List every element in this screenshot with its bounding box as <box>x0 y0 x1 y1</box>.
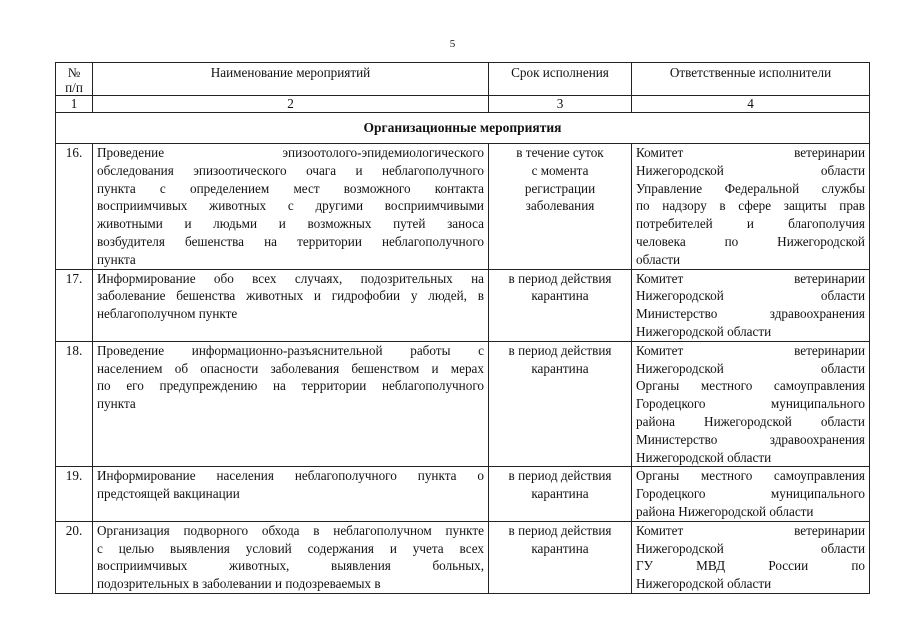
header-number-line2: п/п <box>65 80 83 95</box>
responsible-line: Органы местного самоуправления <box>636 378 865 394</box>
measure-name-line: животными и людьми и возможных путей заноса <box>97 216 484 232</box>
deadline-line: в период действия <box>508 270 612 286</box>
responsible-line: Комитет ветеринарии <box>636 145 865 160</box>
responsible-line: района Нижегородской области <box>636 503 814 519</box>
column-index-row <box>56 96 870 113</box>
measure-name-line: Организация подворного обхода в неблагополучном пункте <box>97 522 484 538</box>
measure-name-line: пункта с определением мест возможного контакта <box>97 180 484 196</box>
responsible-line: области <box>636 251 681 267</box>
responsible-line: Городецкого муниципального <box>636 396 865 412</box>
section-row <box>56 113 870 144</box>
deadline-line: с момента <box>531 162 589 178</box>
measure-name-line: пункта <box>97 396 136 412</box>
row-number: 17. <box>56 269 93 341</box>
measure-name-line: населением об опасности заболевания бешенством и мерах <box>97 360 484 376</box>
table-row <box>56 341 870 467</box>
measure-name-line: предстоящей вакцинации <box>97 486 240 502</box>
deadline-line: карантина <box>531 486 589 502</box>
responsible-line: человека по Нижегородской <box>636 233 865 249</box>
deadline-cell <box>489 521 632 593</box>
measure-name-cell <box>93 521 489 593</box>
table-row <box>56 144 870 270</box>
measure-name-line: подозрительных в заболевании и подозреваемых в <box>97 576 381 592</box>
responsible-line: Нижегородской области <box>636 288 865 304</box>
measure-name-line: по его предупреждению на территории неблагополучного <box>97 378 484 394</box>
responsible-line: Министерство здравоохранения <box>636 306 865 322</box>
responsible-line: Городецкого муниципального <box>636 486 865 502</box>
table-row <box>56 269 870 341</box>
measure-name-line: с целью выявления условий содержания и учета всех <box>97 540 484 556</box>
responsible-line: Нижегородской области <box>636 449 772 465</box>
column-index: 4 <box>632 96 870 113</box>
row-number: 16. <box>56 144 93 270</box>
measure-name-line: заболевание бешенства животных и гидрофобии у людей, в <box>97 288 484 304</box>
responsible-line: Нижегородской области <box>636 162 865 178</box>
measure-name-cell <box>93 144 489 270</box>
measure-name-line: Информирование обо всех случаях, подозрительных на <box>97 270 484 286</box>
deadline-line: регистрации <box>524 180 596 196</box>
responsible-line: Нижегородской области <box>636 576 772 592</box>
responsible-line: потребителей и благополучия <box>636 216 865 232</box>
deadline-line: карантина <box>531 360 589 376</box>
column-index: 1 <box>56 96 93 113</box>
responsible-line: Нижегородской области <box>636 540 865 556</box>
measure-name-line: восприимчивых животных с другими восприимчивыми <box>97 198 484 214</box>
deadline-line: в период действия <box>508 522 612 538</box>
deadline-line: карантина <box>531 288 589 304</box>
deadline-line: в период действия <box>508 342 612 358</box>
responsible-cell <box>632 269 870 341</box>
responsible-line: Комитет ветеринарии <box>636 522 865 538</box>
deadline-line: заболевания <box>525 198 595 214</box>
responsible-line: Комитет ветеринарии <box>636 270 865 286</box>
responsible-cell <box>632 341 870 467</box>
measure-name-line: Проведение информационно-разъяснительной работы с <box>97 342 484 358</box>
row-number: 20. <box>56 521 93 593</box>
row-number: 18. <box>56 341 93 467</box>
deadline-line: в течение суток <box>516 145 604 160</box>
measure-name-cell <box>93 467 489 521</box>
measures-table <box>55 62 870 594</box>
measure-name-line: пункта <box>97 251 136 267</box>
column-index: 3 <box>489 96 632 113</box>
measure-name-line: Информирование населения неблагополучного пункта о <box>97 468 484 484</box>
deadline-cell <box>489 467 632 521</box>
responsible-line: по надзору в сфере защиты прав <box>636 198 865 214</box>
table-row <box>56 467 870 521</box>
measure-name-line: возбудителя бешенства на территории неблагополучного <box>97 233 484 249</box>
header-number <box>56 63 93 96</box>
deadline-line: в период действия <box>508 468 612 484</box>
measure-name-line: обследования эпизоотического очага и неблагополучного <box>97 162 484 178</box>
header-deadline: Срок исполнения <box>489 63 632 96</box>
responsible-line: района Нижегородской области <box>636 413 865 429</box>
responsible-cell <box>632 521 870 593</box>
header-name: Наименование мероприятий <box>93 63 489 96</box>
responsible-line: Нижегородской области <box>636 360 865 376</box>
measure-name-line: восприимчивых животных, выявления больных, <box>97 558 484 574</box>
measure-name-cell <box>93 269 489 341</box>
header-number-line1: № <box>67 65 81 80</box>
deadline-line: карантина <box>531 540 589 556</box>
measure-name-cell <box>93 341 489 467</box>
page-number: 5 <box>449 38 456 50</box>
responsible-cell <box>632 144 870 270</box>
column-index: 2 <box>93 96 489 113</box>
responsible-line: Комитет ветеринарии <box>636 342 865 358</box>
responsible-line: Органы местного самоуправления <box>636 468 865 484</box>
table-header-row <box>56 63 870 96</box>
header-responsible: Ответственные исполнители <box>632 63 870 96</box>
responsible-line: Нижегородской области <box>636 323 772 339</box>
responsible-line: Управление Федеральной службы <box>636 180 865 196</box>
measure-name-line: Проведение эпизоотолого-эпидемиологического <box>97 145 484 160</box>
deadline-cell <box>489 341 632 467</box>
responsible-line: ГУ МВД России по <box>636 558 865 574</box>
row-number: 19. <box>56 467 93 521</box>
deadline-cell <box>489 144 632 270</box>
section-title: Организационные мероприятия <box>56 113 870 144</box>
responsible-line: Министерство здравоохранения <box>636 431 865 447</box>
table-row <box>56 521 870 593</box>
responsible-cell <box>632 467 870 521</box>
measure-name-line: неблагополучном пункте <box>97 306 238 322</box>
deadline-cell <box>489 269 632 341</box>
